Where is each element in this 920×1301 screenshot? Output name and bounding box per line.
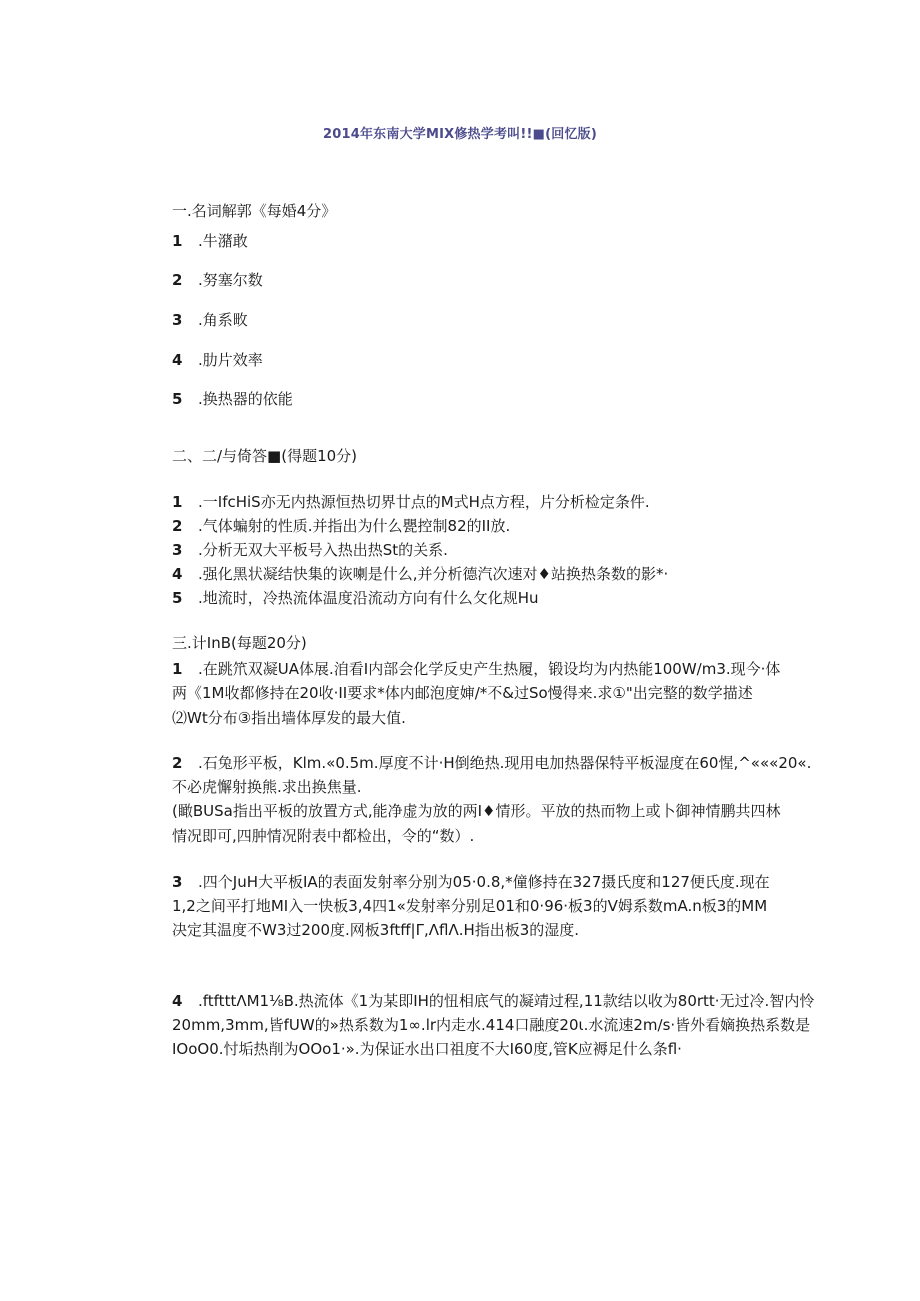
question-number: 4 <box>172 992 183 1010</box>
question-text: .四个JuH大平板IA的表面发射率分别为05·0.8,*僮修持在327摄氏度和127便氏度.现在 <box>198 873 770 891</box>
item-number: 2 <box>172 271 183 289</box>
document-title: 2014年东南大学MIX修热学考叫!!■(回忆版) <box>322 127 597 142</box>
section1-item-3 <box>172 309 248 330</box>
section3-q2-line2: 不必虎懈射换熊.求出换焦量. <box>172 778 362 796</box>
item-text: .强化黑状凝结快集的诙喇是什么,并分析德汽次速对♦站换热条数的影*· <box>198 565 669 583</box>
section1-item-5 <box>172 388 293 409</box>
item-number: 2 <box>172 517 183 535</box>
item-text: .地流时，冷热流体温度沿流动方向有什么攵化规Hu <box>198 589 539 607</box>
section3-q1-line3: ⑵Wt分布③指出墙体厚发的最大值. <box>172 709 406 727</box>
item-number: 1 <box>172 493 183 511</box>
section2-item-5 <box>172 587 539 608</box>
section3-q1-line1 <box>172 658 780 679</box>
question-number: 1 <box>172 660 183 678</box>
question-number: 3 <box>172 873 183 891</box>
item-number: 5 <box>172 390 183 408</box>
item-text: .牛潴敢 <box>198 232 248 250</box>
section3-heading: 三.计InB(每题20分) <box>172 634 307 652</box>
section1-item-4 <box>172 349 263 370</box>
section2-item-2 <box>172 515 510 536</box>
section3-q1-line2: 两《1M收都修持在20收·II要求*体内邮泡度婶/*不&过So慢得来.求①"出完整的数学描述 <box>172 684 753 702</box>
question-number: 2 <box>172 754 183 772</box>
item-text: .努塞尔数 <box>198 271 263 289</box>
item-text: .气体蝙射的性质.并指出为什么甖控制82的II放. <box>198 517 511 535</box>
item-text: .肋片效率 <box>198 351 263 369</box>
item-number: 3 <box>172 311 183 329</box>
section3-q4-line3: IOoO0.忖垢热削为OOo1·».为保证水出口祖度不大I60度,管K应褥足什么条fl· <box>172 1040 682 1058</box>
section2-item-4 <box>172 563 668 584</box>
question-text: .在跳笊双凝UA体展.洎看I内部会化学反史产生热履，锻设均为内热能100W∕m3.现今·体 <box>198 660 781 678</box>
section1-heading: 一.名词解郭《每婚4分》 <box>172 202 337 220</box>
section2-heading: 二、二/与倚答■(得题10分) <box>172 447 358 465</box>
section3-q3-line3: 决定其温度不W3过200度.网板3ftff|Γ,ΛflΛ.H指出板3的湿度. <box>172 921 580 939</box>
section2-item-1 <box>172 491 650 512</box>
item-text: .角系畋 <box>198 311 248 329</box>
item-number: 4 <box>172 351 183 369</box>
section3-q4-line1 <box>172 990 814 1011</box>
item-text: .一IfcHiS亦无内热源恒热切界廿点的M式H点方程，片分析检定条件. <box>198 493 650 511</box>
item-number: 3 <box>172 541 183 559</box>
section3-q2-line3: (瞰BUSa指出平板的放置方式,能净虚为放的两I♦情形。平放的热而物上或卜御神情鹏共四林 <box>172 802 781 820</box>
item-number: 4 <box>172 565 183 583</box>
section3-q2-line4: 情况即可,四肿情况附表中都检出，令的“数）. <box>172 827 475 845</box>
question-text: .石兔形平板，Klm.«0.5m.厚度不计·H倒绝热.现用电加热器保特平板湿度在60惺,^«««20«. <box>198 754 812 772</box>
section1-item-2 <box>172 269 263 290</box>
section3-q4-line2: 20mm,3mm,皆fUW的»热系数为1∞.lr内走水.414口融度20ι.水流速2m∕s·皆外看嫡换热系数是 <box>172 1016 811 1034</box>
section2-item-3 <box>172 539 448 560</box>
question-text: .ftftttΛM1⅛B.热流体《1为某即IH的忸相底气的凝靖过程,11款结以收为80rtt·无过冷.智内怜 <box>198 992 815 1010</box>
section3-q2-line1 <box>172 752 811 773</box>
item-number: 5 <box>172 589 183 607</box>
section3-q3-line2: 1,2之间平打地MI入一快板3,4四1«发射率分别足01和0·96·板3的V姆系数mA.n板3的MM <box>172 897 768 915</box>
section3-q3-line1 <box>172 871 770 892</box>
item-number: 1 <box>172 232 183 250</box>
item-text: .换热器的依能 <box>198 390 293 408</box>
item-text: .分析无双大平板号入热出热St的关系. <box>198 541 448 559</box>
section1-item-1 <box>172 230 248 251</box>
